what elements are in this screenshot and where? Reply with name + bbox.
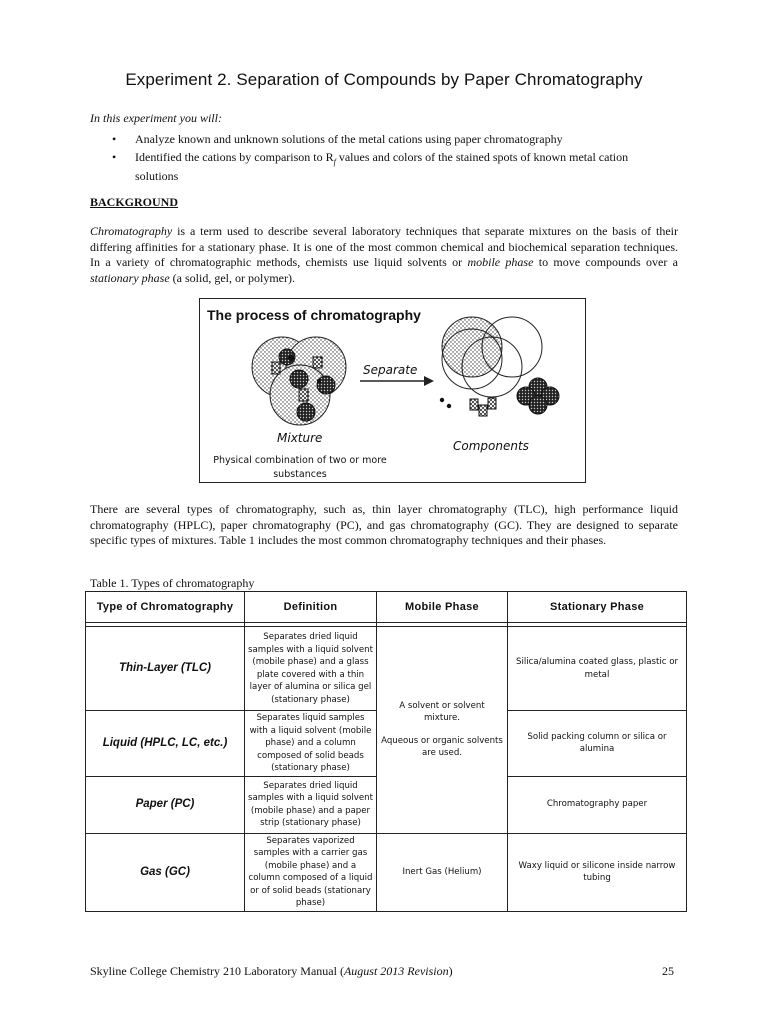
type-cell: Gas (GC) [86,833,245,911]
paragraph-text: is a term used to describe several laboratory techniques that separate mixtures on the basis of their differing affinities for a stationary phase. It is one of the most common chemical and biochemical separation techniques. In a variety of chromatographic methods, chemists use liquid solvents or [90,224,678,269]
types-paragraph: There are several types of chromatography, such as, thin layer chromatography (TLC), high performance liquid chromatography (HPLC), paper chromatography (PC), and gas chromatography (GC). They are designed to separate specific types of mixtures. Table 1 includes the most common chromatography techniques and their phases. [90,502,678,547]
objective-item [112,150,672,184]
column-header: Mobile Phase [377,592,508,623]
definition-cell: Separates liquid samples with a liquid solvent (mobile phase) and a column composed of solid beads (stationary phase) [245,711,377,777]
page-title: Experiment 2. Separation of Compounds by Paper Chromatography [125,70,643,89]
stationary-cell: Silica/alumina coated glass, plastic or metal [508,627,687,711]
components-illustration [440,317,559,416]
paragraph-text: to move compounds over a [533,255,679,269]
chromatography-types-table [85,591,687,912]
table-caption: Table 1. Types of chromatography [90,576,255,590]
definition-cell: Separates vaporized samples with a carrier gas (mobile phase) and a column composed of a liquid or of solid beads (stationary phase) [245,833,377,911]
mobile-phase-cell [377,627,508,834]
footer-text: Skyline College Chemistry 210 Laboratory Manual ( [90,964,344,978]
column-header: Stationary Phase [508,592,687,623]
table-row [86,627,687,711]
stationary-cell: Solid packing column or silica or alumina [508,711,687,777]
footer-revision: August 2013 Revision [343,964,449,978]
footer-text: ) [448,964,453,978]
separate-label: Separate [363,363,418,377]
mobile-phase-text: Aqueous or organic solvents are used. [381,735,503,759]
objective-text: Analyze known and unknown solutions of the metal cations using paper chromatography [135,132,563,146]
paragraph-text: (a solid, gel, or polymer). [169,270,295,285]
type-cell: Liquid (HPLC, LC, etc.) [86,711,245,777]
term-chromatography: Chromatography [90,224,173,238]
background-paragraph [90,224,678,286]
term-mobile-phase: mobile phase [467,255,534,269]
mixture-caption: Physical combination of two or more substances [213,455,387,480]
type-cell: Paper (PC) [86,776,245,833]
table-header-row [86,592,687,623]
intro-text: In this experiment you will: [90,111,222,125]
mixture-illustration [252,337,346,425]
components-label: Components [453,439,529,453]
background-heading: BACKGROUND [90,195,179,209]
rf-subscript: f [333,157,336,167]
mobile-phase-text: A solvent or solvent mixture. [399,700,485,724]
type-cell: Thin-Layer (TLC) [86,627,245,711]
column-header: Definition [245,592,377,623]
footer-source [90,964,453,979]
objectives-list [112,132,672,187]
mobile-phase-cell: Inert Gas (Helium) [377,833,508,911]
objective-item [112,132,672,147]
page-number: 25 [662,964,674,978]
stationary-cell: Waxy liquid or silicone inside narrow tubing [508,833,687,911]
definition-cell: Separates dried liquid samples with a liquid solvent (mobile phase) and a glass plate covered with a thin layer of alumina or silica gel (stationary phase) [245,627,377,711]
stationary-cell: Chromatography paper [508,776,687,833]
figure-title: The process of chromatography [207,307,421,323]
table-row [86,833,687,911]
objective-text: Identified the cations by comparison to R [135,150,334,164]
column-header: Type of Chromatography [86,592,245,623]
separate-arrow [360,376,434,386]
term-stationary-phase: stationary phase [90,270,170,285]
objective-text: values and colors of the stained spots of known metal cation solutions [135,150,629,184]
definition-cell: Separates dried liquid samples with a liquid solvent (mobile phase) and a paper strip (stationary phase) [245,776,377,833]
chromatography-figure [199,298,586,483]
mixture-label: Mixture [277,431,323,445]
